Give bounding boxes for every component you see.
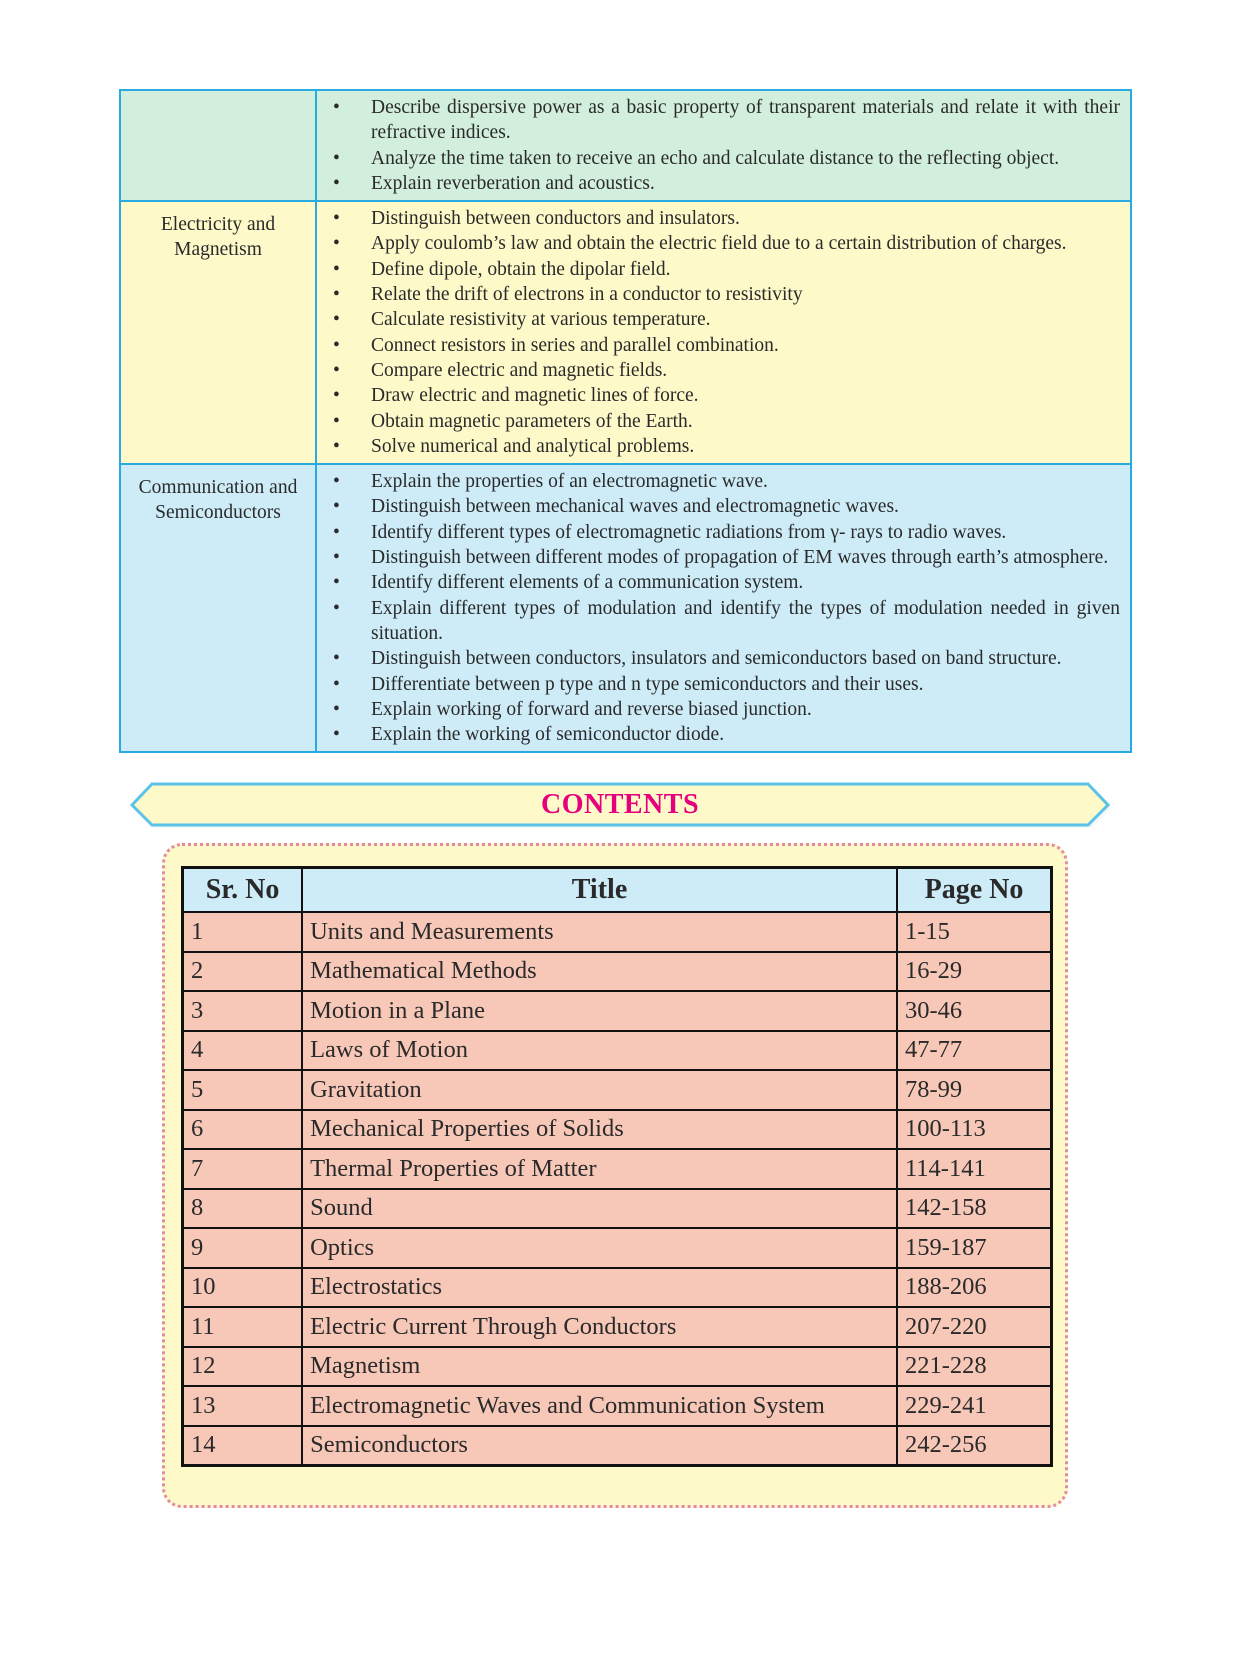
outcome-list — [317, 206, 1120, 459]
page-range-cell: 78-99 — [897, 1070, 1052, 1110]
page-range-cell: 100-113 — [897, 1110, 1052, 1150]
header-title: Title — [302, 868, 897, 913]
chapter-title-cell: Mechanical Properties of Solids — [302, 1110, 897, 1150]
outcome-text: Describe dispersive power as a basic property of transparent materials and relate it with their refractive indices. — [371, 97, 1120, 144]
bullet-icon: • — [333, 673, 340, 695]
bullet-icon: • — [333, 724, 340, 746]
bullet-icon: • — [333, 435, 340, 457]
bullet-icon: • — [333, 284, 340, 306]
outcome-text: Compare electric and magnetic fields. — [371, 359, 668, 381]
page-range-cell: 142-158 — [897, 1189, 1052, 1229]
outcome-text: Connect resistors in series and parallel combination. — [371, 334, 779, 356]
page-range-cell: 47-77 — [897, 1031, 1052, 1071]
chapter-title-cell: Laws of Motion — [302, 1031, 897, 1071]
table-row — [183, 952, 1052, 992]
outcome-text: Distinguish between mechanical waves and electromagnetic waves. — [371, 496, 899, 518]
page-range-cell: 188-206 — [897, 1268, 1052, 1308]
outcome-text: Differentiate between p type and n type semiconductors and their uses. — [371, 673, 924, 695]
outcome-item — [317, 358, 1120, 383]
sr-no-cell: 1 — [183, 912, 303, 952]
page-range-cell: 207-220 — [897, 1307, 1052, 1347]
outcome-item — [317, 257, 1120, 282]
outcome-text: Analyze the time taken to receive an echo and calculate distance to the reflecting object. — [371, 147, 1060, 169]
contents-table — [181, 866, 1053, 1467]
bullet-icon: • — [333, 471, 340, 493]
table-row — [183, 1031, 1052, 1071]
outcome-text: Identify different types of electromagnetic radiations from γ- rays to radio waves. — [371, 521, 1007, 543]
page-range-cell: 1-15 — [897, 912, 1052, 952]
outcome-text: Distinguish between different modes of propagation of EM waves through earth’s atmosphere. — [371, 547, 1109, 569]
table-row — [183, 1386, 1052, 1426]
outcome-text: Relate the drift of electrons in a conductor to resistivity — [371, 284, 803, 306]
bullet-icon: • — [333, 597, 340, 619]
outcome-item — [317, 282, 1120, 307]
outcome-text: Draw electric and magnetic lines of force. — [371, 385, 699, 407]
bullet-icon: • — [333, 385, 340, 407]
bullet-icon: • — [333, 547, 340, 569]
outcome-item — [317, 596, 1120, 647]
chapter-title-cell: Sound — [302, 1189, 897, 1229]
learning-outcomes-table — [119, 89, 1132, 753]
page-range-cell: 242-256 — [897, 1426, 1052, 1466]
bullet-icon: • — [333, 208, 340, 230]
bullet-icon: • — [333, 172, 340, 194]
outcome-item — [317, 646, 1120, 671]
outcome-list — [317, 469, 1120, 747]
sr-no-cell: 5 — [183, 1070, 303, 1110]
bullet-icon: • — [333, 410, 340, 432]
header-page-no: Page No — [897, 868, 1052, 913]
outcome-text: Explain reverberation and acoustics. — [371, 172, 655, 194]
outcome-list — [317, 95, 1120, 196]
page-range-cell: 229-241 — [897, 1386, 1052, 1426]
outcome-text: Explain working of forward and reverse biased junction. — [371, 698, 812, 720]
table-row — [183, 1268, 1052, 1308]
outcome-row — [120, 464, 1131, 752]
contents-banner — [130, 782, 1110, 828]
table-row — [183, 1149, 1052, 1189]
table-row — [183, 1189, 1052, 1229]
sr-no-cell: 4 — [183, 1031, 303, 1071]
outcome-item — [317, 697, 1120, 722]
outcome-item — [317, 494, 1120, 519]
outcome-items-cell — [316, 464, 1131, 752]
sr-no-cell: 6 — [183, 1110, 303, 1150]
outcome-text: Explain the properties of an electromagnetic wave. — [371, 471, 768, 493]
sr-no-cell: 14 — [183, 1426, 303, 1466]
bullet-icon: • — [333, 496, 340, 518]
bullet-icon: • — [333, 521, 340, 543]
chapter-title-cell: Mathematical Methods — [302, 952, 897, 992]
outcome-item — [317, 383, 1120, 408]
sr-no-cell: 12 — [183, 1347, 303, 1387]
chapter-title-cell: Motion in a Plane — [302, 991, 897, 1031]
bullet-icon: • — [333, 648, 340, 670]
outcome-item — [317, 722, 1120, 747]
bullet-icon: • — [333, 258, 340, 280]
outcome-text: Explain different types of modulation and identify the types of modulation needed in given situation. — [371, 597, 1120, 644]
chapter-title-cell: Electrostatics — [302, 1268, 897, 1308]
outcome-items-cell — [316, 201, 1131, 464]
learning-outcomes-body — [120, 90, 1131, 752]
header-sr-no: Sr. No — [183, 868, 303, 913]
bullet-icon: • — [333, 359, 340, 381]
chapter-title-cell: Electromagnetic Waves and Communication System — [302, 1386, 897, 1426]
contents-heading: CONTENTS — [540, 789, 700, 820]
outcome-text: Define dipole, obtain the dipolar field. — [371, 258, 671, 280]
chapter-title-cell: Thermal Properties of Matter — [302, 1149, 897, 1189]
outcome-item — [317, 520, 1120, 545]
table-row — [183, 1228, 1052, 1268]
outcome-item — [317, 469, 1120, 494]
sr-no-cell: 7 — [183, 1149, 303, 1189]
outcome-item — [317, 434, 1120, 459]
sr-no-cell: 3 — [183, 991, 303, 1031]
outcome-item — [317, 206, 1120, 231]
bullet-icon: • — [333, 309, 340, 331]
bullet-icon: • — [333, 97, 340, 118]
table-row — [183, 1307, 1052, 1347]
outcome-text: Calculate resistivity at various temperature. — [371, 309, 711, 331]
table-row — [183, 1426, 1052, 1466]
outcome-item — [317, 409, 1120, 434]
contents-body — [183, 912, 1052, 1466]
outcome-item — [317, 545, 1120, 570]
bullet-icon: • — [333, 572, 340, 594]
outcome-item — [317, 231, 1120, 256]
outcome-item — [317, 171, 1120, 196]
outcome-item — [317, 672, 1120, 697]
outcome-item — [317, 570, 1120, 595]
outcome-text: Explain the working of semiconductor diode. — [371, 724, 725, 746]
sr-no-cell: 2 — [183, 952, 303, 992]
outcome-topic: Communication and Semiconductors — [120, 464, 316, 752]
page-range-cell: 159-187 — [897, 1228, 1052, 1268]
table-row — [183, 1347, 1052, 1387]
outcome-text: Apply coulomb’s law and obtain the electric field due to a certain distribution of charges. — [371, 233, 1067, 255]
sr-no-cell: 13 — [183, 1386, 303, 1426]
outcome-item — [317, 333, 1120, 358]
chapter-title-cell: Magnetism — [302, 1347, 897, 1387]
page-range-cell: 114-141 — [897, 1149, 1052, 1189]
outcome-items-cell — [316, 90, 1131, 201]
table-row — [183, 912, 1052, 952]
chapter-title-cell: Gravitation — [302, 1070, 897, 1110]
outcome-topic — [120, 90, 316, 201]
bullet-icon: • — [333, 334, 340, 356]
outcome-item — [317, 307, 1120, 332]
chapter-title-cell: Optics — [302, 1228, 897, 1268]
outcome-row — [120, 201, 1131, 464]
outcome-text: Obtain magnetic parameters of the Earth. — [371, 410, 693, 432]
outcome-text: Distinguish between conductors and insulators. — [371, 208, 740, 230]
bullet-icon: • — [333, 147, 340, 169]
page-range-cell: 16-29 — [897, 952, 1052, 992]
table-row — [183, 1070, 1052, 1110]
chapter-title-cell: Units and Measurements — [302, 912, 897, 952]
chapter-title-cell: Electric Current Through Conductors — [302, 1307, 897, 1347]
outcome-text: Identify different elements of a communication system. — [371, 572, 804, 594]
bullet-icon: • — [333, 698, 340, 720]
page-range-cell: 30-46 — [897, 991, 1052, 1031]
sr-no-cell: 9 — [183, 1228, 303, 1268]
chapter-title-cell: Semiconductors — [302, 1426, 897, 1466]
page-range-cell: 221-228 — [897, 1347, 1052, 1387]
outcome-text: Solve numerical and analytical problems. — [371, 435, 695, 457]
outcome-item — [317, 95, 1120, 146]
contents-header-row — [183, 868, 1052, 913]
sr-no-cell: 10 — [183, 1268, 303, 1308]
sr-no-cell: 8 — [183, 1189, 303, 1229]
bullet-icon: • — [333, 233, 340, 255]
sr-no-cell: 11 — [183, 1307, 303, 1347]
outcome-topic: Electricity and Magnetism — [120, 201, 316, 464]
outcome-row — [120, 90, 1131, 201]
table-row — [183, 1110, 1052, 1150]
table-row — [183, 991, 1052, 1031]
outcome-text: Distinguish between conductors, insulators and semiconductors based on band structure. — [371, 648, 1062, 670]
outcome-item — [317, 146, 1120, 171]
